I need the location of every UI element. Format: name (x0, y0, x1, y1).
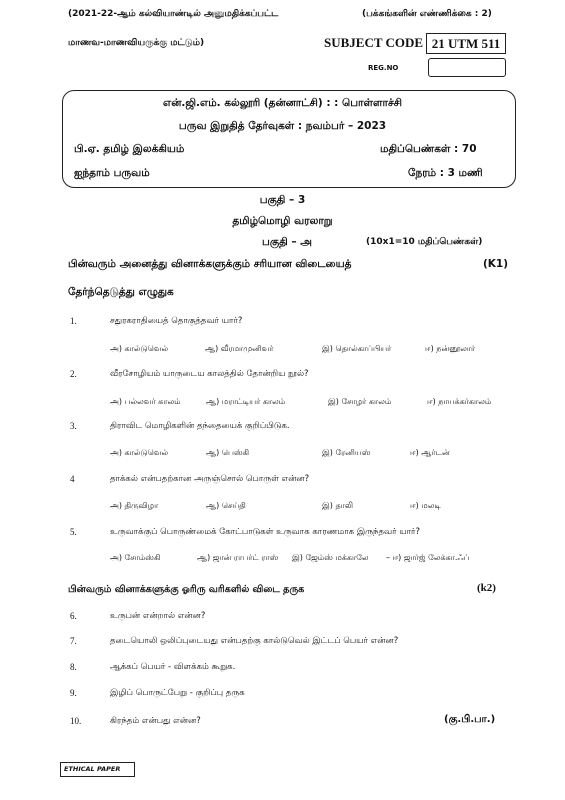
section-a-instruction-cont: தேர்ந்தெடுத்து எழுதுக (68, 286, 174, 298)
question-text: உருவாக்குப் பொருண்மைக் கோட்பாடுகள் உருவாக காரணமாக இருந்தவர் யார்? (110, 527, 420, 537)
option-d: – ஈ) ஜார்ஜ் லேக்கா.ஃப் (386, 553, 470, 562)
option-d: ஈ) நாயக்கர்காலம் (427, 397, 492, 406)
max-marks: மதிப்பெண்கள் : 70 (380, 143, 477, 155)
question-number: 7. (70, 636, 77, 646)
option-c: இ) தாலி (322, 501, 353, 510)
option-d: ஈ) மலடி (410, 501, 441, 510)
ethical-paper-stamp: ETHICAL PAPER (60, 762, 135, 777)
college-name: என்.ஜி.எம். கல்லூரி (தன்னாட்சி) : : பொள்ளாச்சி (163, 97, 402, 109)
option-c: இ) தொல்காப்பியர் (322, 344, 392, 353)
semester: ஐந்தாம் பருவம் (74, 167, 150, 179)
section-a-level: (K1) (483, 258, 509, 270)
academic-year-line: (2021-22-ஆம் கல்வியாண்டில் அனுமதிக்கப்பட்ட (68, 9, 279, 19)
question-number: 5. (70, 527, 77, 537)
option-a: அ) பல்லவர் காலம் (110, 397, 181, 406)
reg-no-field (428, 58, 506, 77)
option-b: ஆ) பெஸ்கி (206, 448, 250, 457)
question-number: 3. (70, 421, 77, 431)
question-number: 8. (70, 662, 77, 672)
option-a: அ) சோம்ஸ்கி (110, 553, 161, 562)
question-number: 1. (70, 316, 77, 326)
question-tag: (கு.பி.பா.) (444, 714, 496, 725)
question-text: வீரசோழியம் யாருடைய காலத்தில் தோன்றிய நூல்? (110, 369, 309, 379)
option-d: ஈ) நன்னூலார் (425, 344, 476, 353)
question-number: 10. (70, 716, 82, 726)
students-only-note: மாணவ-மாணவியருக்கு மட்டும்) (68, 38, 205, 48)
subject-code-box: 21 UTM 511 (426, 33, 506, 54)
question-text: கிரந்தம் என்பது என்ன? (110, 716, 201, 726)
question-number: 6. (70, 611, 77, 621)
part-heading: பகுதி – 3 (259, 194, 306, 206)
option-b: ஆ) செய்தி (206, 501, 246, 510)
question-text: திராவிட மொழிகளின் தந்தையைக் குறிப்பிடுக. (110, 421, 290, 431)
subject-code-label: SUBJECT CODE (324, 35, 424, 50)
duration: நேரம் : 3 மணி (408, 167, 483, 179)
option-b: ஆ) வீரமாமுனிவர் (205, 344, 274, 353)
question-text: ஆக்கப் பெயர் - விளக்கம் கூறுக. (110, 662, 236, 672)
question-number: 2. (70, 369, 77, 379)
option-c: இ) சோழர் காலம் (328, 397, 392, 406)
option-a: அ) கால்டுவெல் (110, 448, 169, 457)
section-b-level: (k2) (477, 582, 496, 594)
option-c: இ) ரேனியஸ் (322, 448, 371, 457)
paper-title: தமிழ்மொழி வரலாறு (232, 215, 333, 227)
exam-title: பருவ இறுதித் தேர்வுகள் : நவம்பர் – 2023 (178, 120, 387, 132)
course-name: பி.ஏ. தமிழ் இலக்கியம் (74, 143, 185, 155)
option-a: அ) திருவிழா (110, 501, 159, 510)
question-number: 4 (70, 474, 75, 484)
option-b: ஆ) ஜான் ராபர்ட் ராஸ் (197, 553, 279, 562)
reg-no-label: REG.NO (368, 64, 399, 72)
section-b-instruction: பின்வரும் வினாக்களுக்கு ஓரிரு வரிகளில் விடை தருக (68, 584, 305, 595)
question-text: இழிப் பொருட்பேறு - குறிப்பு தருக (110, 688, 245, 698)
question-text: உருபன் என்றால் என்ன? (110, 611, 206, 621)
section-a-instruction: பின்வரும் அனைத்து வினாக்களுக்கும் சரியான விடையைத் (68, 258, 352, 270)
option-c: இ) ஜேம்ஸ் மக்காலே (292, 553, 369, 562)
question-number: 9. (70, 688, 77, 698)
section-a-label: பகுதி – அ (262, 236, 312, 248)
page-count: (பக்கங்களின் எண்ணிக்கை : 2) (362, 9, 492, 19)
question-text: சதுரகராதியைத் தொகுத்தவர் யார்? (110, 316, 243, 326)
question-text: தாக்கல் என்பதற்கான அருஞ்சொல் பொருள் என்ன? (110, 474, 310, 484)
question-text: தடையொலி ஒலிப்புடையது என்பதற்கு கால்டுவெல் இட்டப் பெயர் என்ன? (110, 636, 399, 646)
option-b: ஆ) மராட்டியர் காலம் (206, 397, 286, 406)
option-a: அ) கால்டுவெல் (110, 344, 169, 353)
section-a-marks: (10x1=10 மதிப்பெண்கள்) (366, 237, 483, 247)
option-d: ஈ) ஆர்டன் (410, 448, 450, 457)
